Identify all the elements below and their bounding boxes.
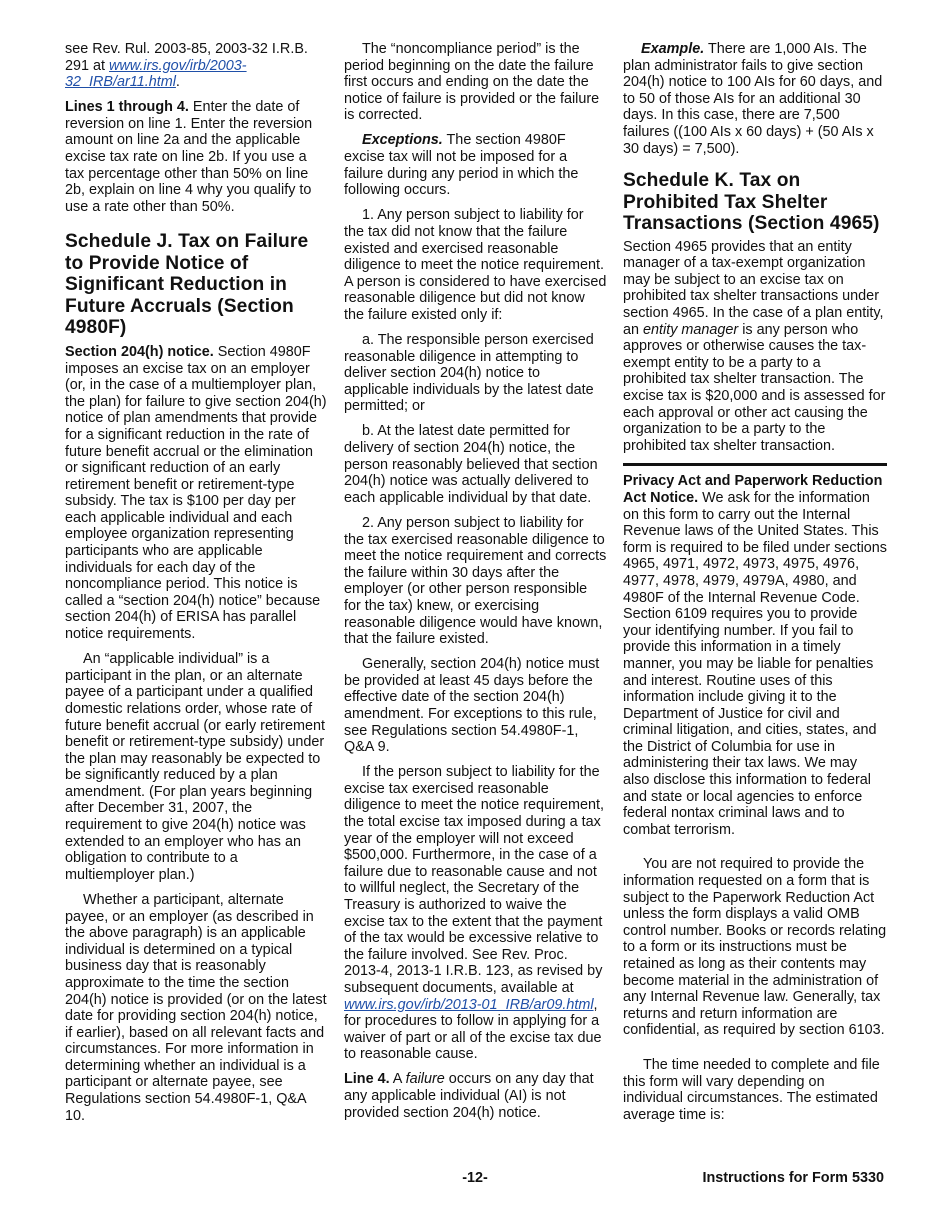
irs-link-2013-01[interactable]: www.irs.gov/irb/2013-01_IRB/ar09.html: [344, 996, 594, 1013]
column-left: [65, 41, 327, 1133]
paragraph-45-days: Generally, section 204(h) notice must be provided at least 45 days before the effective date of the section 204(h) amendment. For exceptions to this rule, see Regulations section 54.4980F-1, Q&A 9.: [344, 656, 600, 756]
paragraph-section-4965: Section 4965 provides that an entity manager of a tax-exempt organization may be subject to an excise tax on prohibited tax shelter transactions under section 4965. In the case of a plan entity, an entity manager is any person who approves or otherwise causes the tax-exempt entity to be a party to a prohibited tax shelter transaction. The excise tax is $20,000 and is assessed for each approval or other act causing the organization to be a party to the prohibited tax shelter transaction.: [623, 238, 886, 454]
paragraph-exceptions: Exceptions. The section 4980F excise tax will not be imposed for a failure during any period in which the following occurs.: [344, 132, 579, 199]
form-title-footer: Instructions for Form 5330: [702, 1170, 884, 1186]
irs-link-2003-32[interactable]: www.irs.gov/irb/2003-32_IRB/ar11.html: [65, 57, 247, 91]
paragraph-time-estimate: The time needed to complete and file this form will vary depending on individual circumstances. The estimated average time is:: [623, 1056, 880, 1123]
paragraph-paperwork-reduction: You are not required to provide the information requested on a form that is subject to the Paperwork Reduction Act unless the form displays a valid OMB control number. Books or records relating to a form or its instructions must be retained as long as their contents may become material in the administration of any Internal Revenue law. Generally, tax returns and return information are confidential, as required by section 6103.: [623, 856, 887, 1039]
column-right: [623, 41, 887, 1132]
paragraph-applicable-individual: An “applicable individual” is a participant in the plan, or an alternate payee of a participant under a qualified domestic relations order, whose rate of future benefit accrual (or early retirement benefit or retirement-type subsidy) under the plan may reasonably be expected to be significantly reduced by a plan amendment. (For plan years beginning after December 31, 2007, the requirement to give 204(h) notice was extended to an employer who has an obligation to contribute to a multiemployer plan.): [65, 651, 325, 883]
list-item-exception-1b: b. At the latest date permitted for delivery of section 204(h) notice, the person reasonably believed that section 204(h) notice was actually delivered to each applicable individual by that date.: [344, 423, 598, 506]
paragraph-determination: Whether a participant, alternate payee, or an employer (as described in the above paragraph) is an applicable individual is determined on a typical business day that is reasonably approximate to the time the section 204(h) notice is provided (or on the latest date for providing section 204(h) notice, if earlier), based on all relevant facts and circumstances. For more information in determining whether an individual is a participant or alternate payee, see Regulations section 54.4980F-1, Q&A 10.: [65, 891, 327, 1124]
paragraph-line-4: Line 4. A failure occurs on any day that any applicable individual (AI) is not provided section 204(h) notice.: [344, 1071, 594, 1121]
paragraph-noncompliance-period: The “noncompliance period” is the period beginning on the date the failure first occurs and ending on the date the notice of failure is provided or the failure is corrected.: [344, 41, 600, 124]
list-item-exception-1: 1. Any person subject to liability for the tax did not know that the failure existed and exercised reasonable diligence to meet the notice requirement. A person is considered to have exercised reasonable diligence but did not know the failure existed only if:: [344, 207, 607, 323]
paragraph-lines-1-4: Lines 1 through 4. Enter the date of reversion on line 1. Enter the reversion amount on line 2a and the applicable excise tax rate on line 2b. If you use a tax percentage other than 50% on line 2b, explain on line 4 why you qualify to use a rate other than 50%.: [65, 99, 313, 215]
paragraph-rev-rul: see Rev. Rul. 2003-85, 2003-32 I.R.B. 291 at www.irs.gov/irb/2003-32_IRB/ar11.html.: [65, 41, 308, 91]
section-divider: [623, 463, 887, 466]
paragraph-privacy-act: Privacy Act and Paperwork Reduction Act Notice. We ask for the information on this form to carry out the Internal Revenue laws of the United States. This form is required to be filed under sections 4965, 4971, 4972, 4973, 4975, 4976, 4977, 4978, 4979, 4979A, 4980, and 4980F of the Internal Revenue Code. Section 6109 requires you to provide your identifying number. If you fail to provide this information in a timely manner, you may be liable for penalties and interest. Routine uses of this information include giving it to the Department of Justice for civil and criminal litigation, and cities, states, and the District of Columbia for use in administering their tax laws. We may also disclose this information to federal and state or local agencies to enforce federal nontax criminal laws and to combat terrorism.: [623, 473, 887, 838]
paragraph-example: Example. There are 1,000 AIs. The plan administrator fails to give section 204(h) notice to 100 AIs for 60 days, and to 50 of those AIs for an additional 30 days. In this case, there are 7,500 failures ((100 AIs x 60 days) + (50 AIs x 30 days) = 7,500).: [623, 41, 883, 157]
column-middle: [344, 41, 607, 1130]
heading-schedule-j: Schedule J. Tax on Failure to Provide Notice of Significant Reduction in Future Accruals (Section 4980F): [65, 231, 309, 339]
list-item-exception-2: 2. Any person subject to liability for the tax exercised reasonable diligence to meet the notice requirement and corrects the failure within 30 days after the employer (or other person responsible for the tax) knew, or exercising reasonable diligence would have known, that the failure existed.: [344, 514, 607, 648]
paragraph-total-excise-tax: If the person subject to liability for the excise tax exercised reasonable diligence to meet the notice requirement, the total excise tax imposed during a tax year of the employer will not exceed $500,000. Furthermore, in the case of a failure due to reasonable cause and not to willful neglect, the Secretary of the Treasury is authorized to waive the excise tax to the extent that the payment of the tax would be excessive relative to the failure involved. See Rev. Proc. 2013-4, 2013-1 I.R.B. 123, as revised by subsequent documents, available at www.irs.gov/irb/2013-01_IRB/ar09.html, for procedures to follow in applying for a waiver of part or all of the excise tax due to reasonable cause.: [344, 764, 604, 1063]
page-number: -12-: [462, 1170, 488, 1186]
list-item-exception-1a: a. The responsible person exercised reasonable diligence in attempting to deliver section 204(h) notice to applicable individuals by the latest date permitted; or: [344, 332, 594, 415]
paragraph-204h-notice: Section 204(h) notice. Section 4980F imposes an excise tax on an employer (or, in the case of a multiemployer plan, the plan) for failure to give section 204(h) notice of plan amendments that provide for a significant reduction in the rate of future benefit accrual or the elimination or significant reduction of an early retirement benefit or retirement-type subsidy. The tax is $100 per day per each applicable individual and each employee organization representing participants who are applicable individuals for each day of the noncompliance period. This notice is called a “section 204(h) notice” because section 204(h) of ERISA has parallel notice requirements.: [65, 343, 327, 643]
heading-schedule-k: Schedule K. Tax on Prohibited Tax Shelter Transactions (Section 4965): [623, 170, 880, 235]
